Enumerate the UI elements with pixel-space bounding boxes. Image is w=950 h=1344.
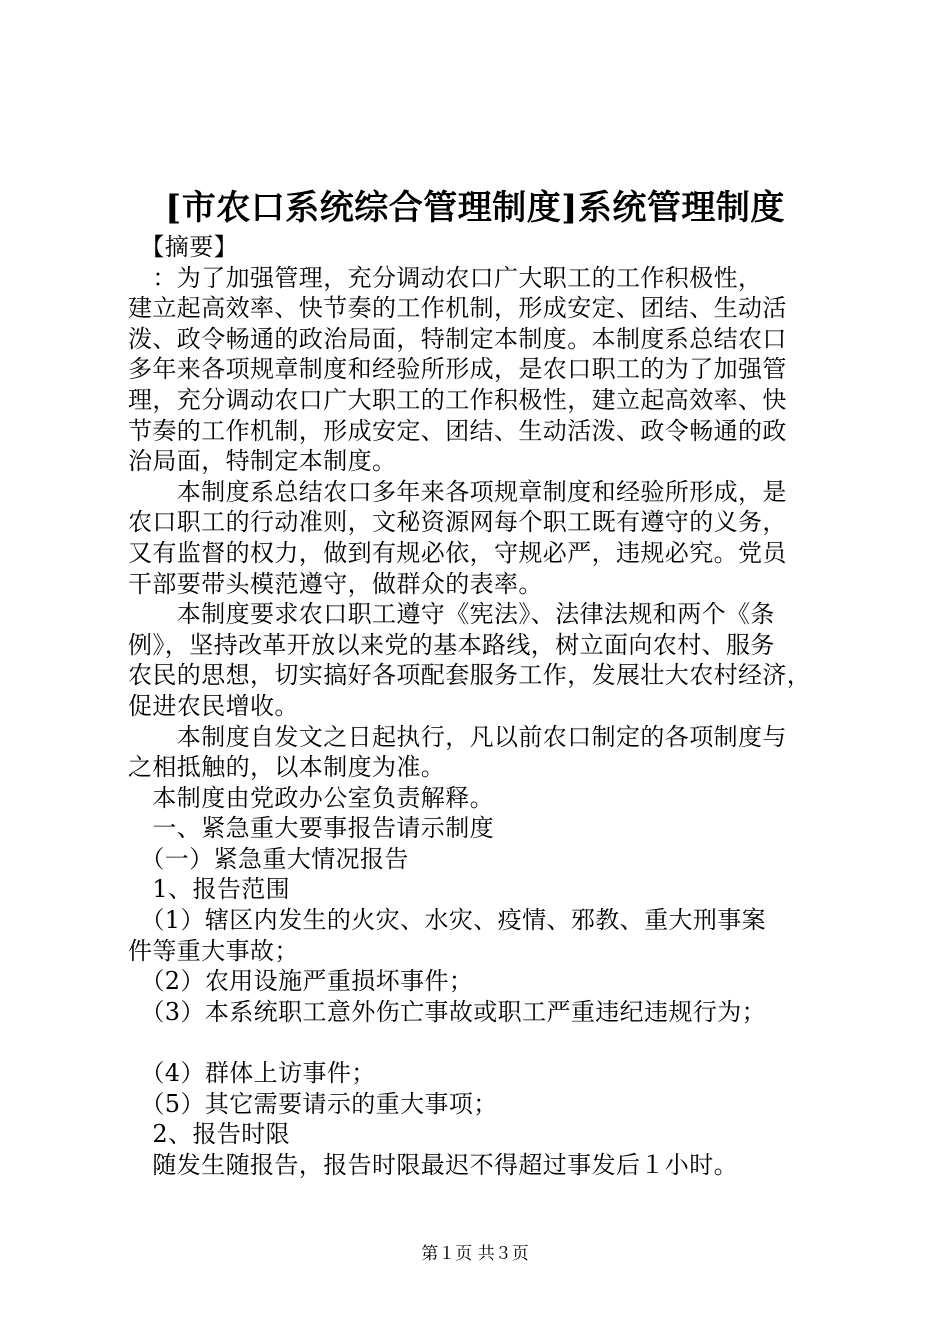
paragraph-line: 农口职工的行动准则，文秘资源网每个职工既有遵守的义务，: [128, 508, 787, 537]
paragraph-line: 件等重大事故；: [128, 936, 299, 965]
paragraph-line: 之相抵触的，以本制度为准。: [128, 753, 446, 782]
paragraph-line: 节奏的工作机制，形成安定、团结、生动活泼、政令畅通的政: [128, 416, 787, 445]
paragraph-line: （1）辖区内发生的火灾、水灾、疫情、邪教、重大刑事案: [128, 906, 767, 935]
paragraph-line: 随发生随报告，报告时限最迟不得超过事发后１小时。: [128, 1150, 738, 1179]
paragraph-line: 理，充分调动农口广大职工的工作积极性，建立起高效率、快: [128, 385, 787, 414]
paragraph-line: （5）其它需要请示的重大事项；: [128, 1089, 498, 1118]
paragraph-line: 一、紧急重大要事报告请示制度: [128, 814, 494, 843]
paragraph-line: 促进农民增收。: [128, 691, 299, 720]
paragraph-line: 本制度自发文之日起执行，凡以前农口制定的各项制度与: [128, 722, 787, 751]
paragraph-line: 泼、政令畅通的政治局面，特制定本制度。本制度系总结农口: [128, 324, 787, 353]
paragraph-line: 干部要带头模范遵守，做群众的表率。: [128, 569, 543, 598]
paragraph-line: （4）群体上访事件；: [128, 1059, 376, 1088]
page-footer: 第１页 共３页: [421, 1244, 529, 1264]
paragraph-line: 2、报告时限: [128, 1120, 291, 1149]
paragraph-line: 农民的思想，切实搞好各项配套服务工作，发展壮大农村经济，: [128, 661, 812, 690]
paragraph-line: 本制度由党政办公室负责解释。: [128, 783, 494, 812]
paragraph-line: 例》，坚持改革开放以来党的基本路线，树立面向农村、服务: [128, 630, 775, 659]
paragraph-line: 建立起高效率、快节奏的工作机制，形成安定、团结、生动活: [128, 294, 787, 323]
paragraph-line: 多年来各项规章制度和经验所形成，是农口职工的为了加强管: [128, 355, 787, 384]
document-title: [市农口系统综合管理制度]系统管理制度: [165, 188, 785, 228]
paragraph-line: 1、报告范围: [128, 875, 291, 904]
document-body: [128, 232, 830, 1180]
paragraph-line: 治局面，特制定本制度。: [128, 447, 397, 476]
paragraph-line: 本制度系总结农口多年来各项规章制度和经验所形成，是: [128, 477, 787, 506]
paragraph-line: 本制度要求农口职工遵守《宪法》、法律法规和两个《条: [128, 600, 775, 629]
paragraph-line: 又有监督的权力，做到有规必依，守规必严，违规必究。党员: [128, 538, 787, 567]
paragraph-line: 【摘要】: [128, 233, 238, 261]
paragraph-line: （2）农用设施严重损坏事件；: [128, 967, 474, 996]
paragraph-line: ：为了加强管理，充分调动农口广大职工的工作积极性，: [128, 263, 763, 292]
paragraph-line: [128, 1027, 830, 1058]
paragraph-line: （3）本系统职工意外伤亡事故或职工严重违纪违规行为；: [128, 997, 767, 1026]
paragraph-line: （一）紧急重大情况报告: [128, 844, 409, 873]
